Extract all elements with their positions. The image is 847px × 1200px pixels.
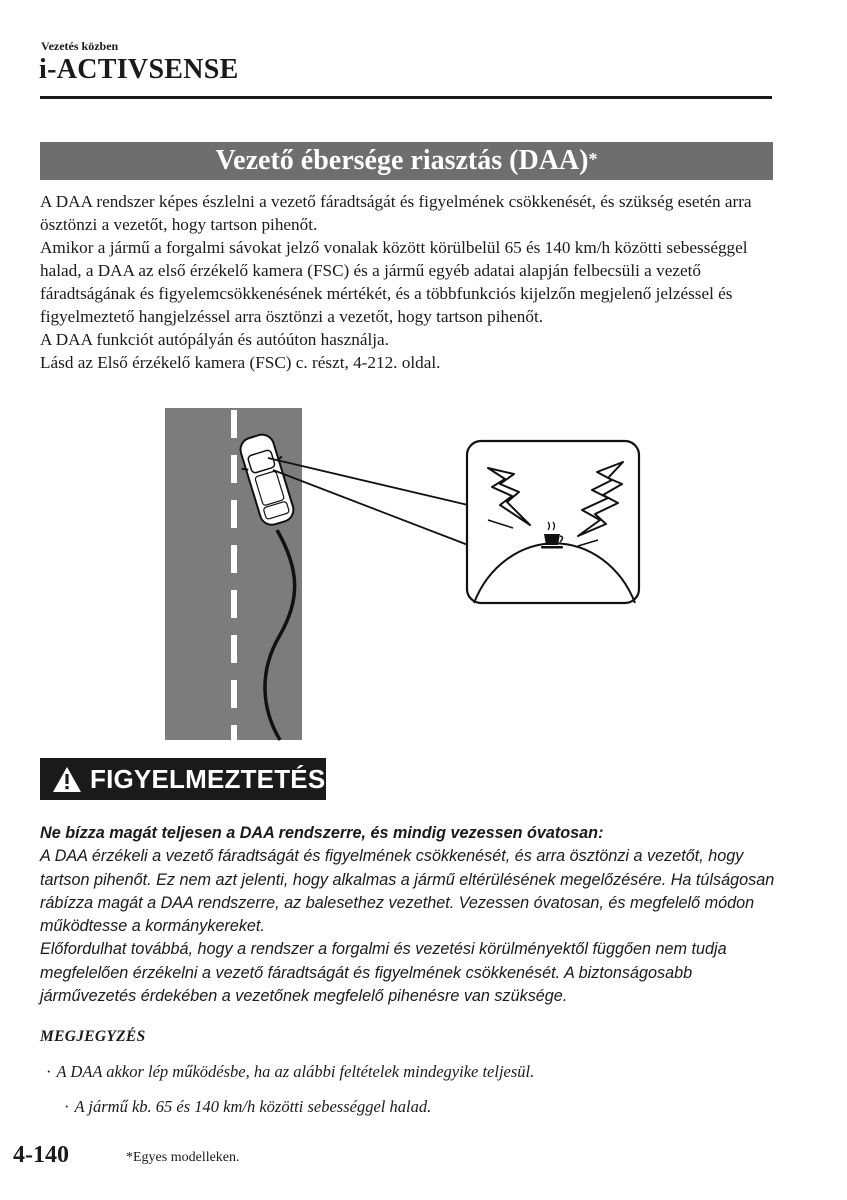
banner-footnote-mark: * <box>588 148 598 169</box>
note-item <box>46 1062 534 1082</box>
page-number: 4-140 <box>13 1142 69 1168</box>
note-title: MEGJEGYZÉS <box>40 1028 146 1045</box>
page-title: i-ACTIVSENSE <box>39 54 239 85</box>
note-sub-item <box>64 1097 431 1117</box>
body-paragraph: A DAA funkciót autópályán és autóúton használja. <box>40 330 389 349</box>
body-paragraph: A DAA rendszer képes észlelni a vezető fáradtságát és figyelmének csökkenését, és szükség esetén arra ösztönzi a vezetőt, hogy tartson pihenőt. <box>40 192 752 234</box>
warning-header <box>40 758 326 800</box>
footnote: *Egyes modelleken. <box>126 1150 240 1165</box>
note-item-text: A DAA akkor lép működésbe, ha az alábbi feltételek mindegyike teljesül. <box>56 1062 535 1081</box>
warning-lead: Ne bízza magát teljesen a DAA rendszerre, és mindig vezessen óvatosan: <box>40 824 604 842</box>
section-banner <box>40 142 773 180</box>
body-paragraph: Lásd az Első érzékelő kamera (FSC) c. részt, 4-212. oldal. <box>40 353 441 372</box>
note-sub-item-text: A jármű kb. 65 és 140 km/h közötti sebességgel halad. <box>74 1097 432 1116</box>
daa-illustration <box>0 405 847 745</box>
note-bullet: · <box>46 1062 52 1081</box>
warning-paragraph: Előfordulhat továbbá, hogy a rendszer a forgalmi és vezetési körülményektől függően nem tudja megfelelően érzékelni a vezető fáradtságát és figyelmének csökkenését. A biztonságosabb járművezetés érdekében a vezetőnek megfelelő pihenésre van szüksége. <box>40 940 727 1006</box>
warning-paragraph: A DAA érzékeli a vezető fáradtságát és figyelmének csökkenését, és arra ösztönzi a vezetőt, hogy tartson pihenőt. Ez nem azt jelenti, hogy alkalmas a jármű eltérülésének megelőzésére. Ha túlságosan rábízza magát a DAA rendszerre, az balesethez vezethet. Vezessen óvatosan, és megfelelő módon működtesse a kormánykereket. <box>40 847 775 936</box>
title-rule <box>40 96 772 99</box>
body-paragraph: Amikor a jármű a forgalmi sávokat jelző vonalak között körülbelül 65 és 140 km/h közötti sebességgel halad, a DAA az első érzékelő kamera (FSC) és a jármű egyéb adatai alapján felbecsüli a vezető fáradtságának és figyelemcsökkenésének mértékét, és a többfunkciós kijelzőn megjelenő jelzéssel és figyelmeztető hangjelzéssel arra ösztönzi a vezetőt, hogy tartson pihenőt. <box>40 238 748 326</box>
note-bullet: · <box>64 1097 70 1116</box>
section-label: Vezetés közben <box>41 39 119 53</box>
warning-triangle-icon <box>52 766 82 793</box>
body-text <box>40 190 775 374</box>
warning-label: FIGYELMEZTETÉS <box>90 763 326 794</box>
banner-title: Vezető ébersége riasztás (DAA) <box>215 145 589 176</box>
warning-block <box>40 822 780 1008</box>
